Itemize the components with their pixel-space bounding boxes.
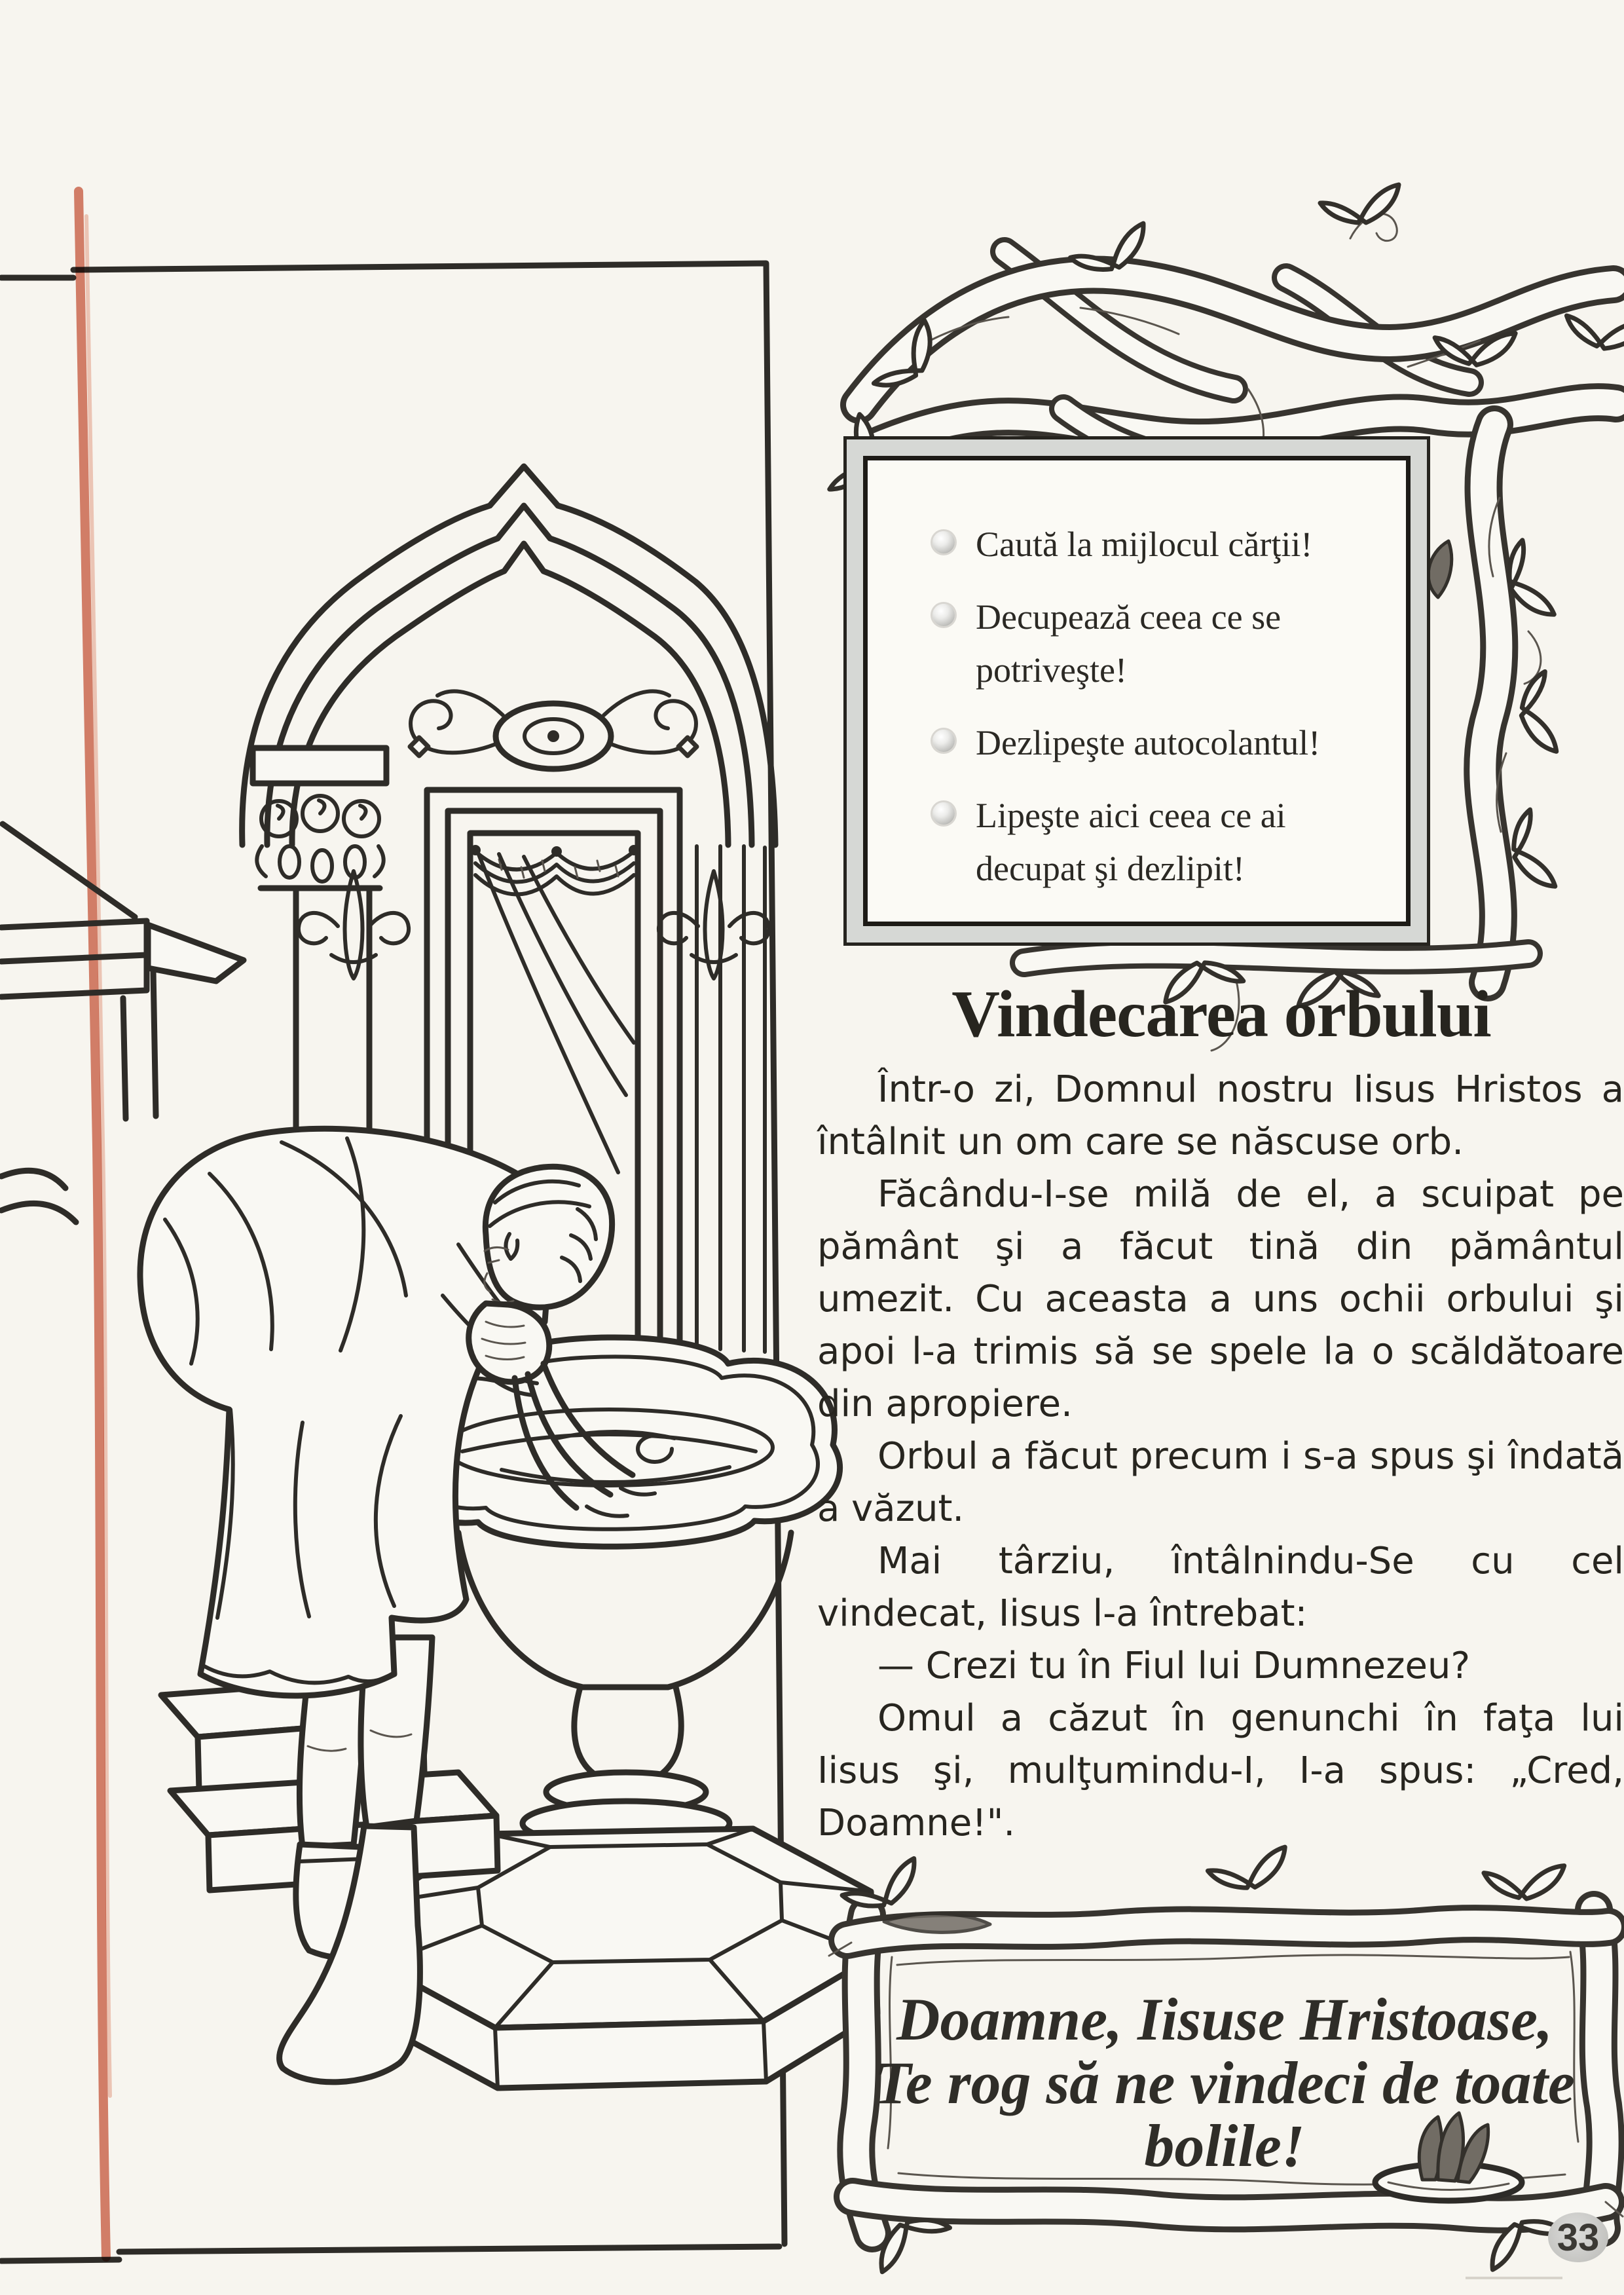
instruction-item: Decupează ceea ce se potriveşte!	[976, 591, 1388, 697]
instruction-item: Caută la mijlocul cărţii!	[976, 518, 1388, 571]
story-paragraph: Într-o zi, Domnul nostru Iisus Hristos a întâlnit un om care se născuse orb.	[817, 1068, 1624, 1163]
fleur-ornament-right	[659, 871, 769, 979]
instruction-item: Lipeşte aici ceea ce ai decupat şi dezlipit!	[976, 789, 1388, 895]
story-paragraph: Mai târziu, întâlnindu-Se cu cel vindecat, Iisus l-a întrebat:	[817, 1540, 1624, 1635]
story-paragraph: Orbul a făcut precum i s-a spus şi îndată a văzut.	[817, 1435, 1624, 1530]
story-title: Vindecarea orbului	[951, 977, 1491, 1051]
story-paragraph: Făcându-I-se milă de el, a scuipat pe pământ şi a făcut tină din pământul umezit. Cu aceasta a uns ochii orbului şi apoi l-a trimis să se spele la o scăldătoare din apropiere.	[817, 1173, 1624, 1425]
instructions-list	[976, 518, 1388, 895]
story-paragraph: — Crezi tu în Fiul lui Dumnezeu?	[877, 1645, 1471, 1687]
page-number: 33	[1557, 2216, 1600, 2259]
binding-crease	[79, 191, 110, 2257]
instructions-box	[843, 436, 1430, 946]
story-text	[817, 1064, 1624, 1850]
prayer-text: Doamne, Iisuse Hristoase, Te rog să ne vindeci de toate bolile!	[874, 1986, 1575, 2180]
instructions-inner-panel	[863, 456, 1411, 926]
column	[253, 748, 386, 1157]
story-paragraph: Omul a căzut în genunchi în faţa lui Iisus şi, mulţumindu-I, I-a spus: „Cred, Doamne!".	[817, 1697, 1624, 1844]
page-number-badge	[1548, 2212, 1608, 2262]
curtain	[470, 845, 639, 1172]
scroll-ornament	[410, 691, 697, 769]
instruction-item: Dezlipeşte autocolantul!	[976, 717, 1388, 770]
